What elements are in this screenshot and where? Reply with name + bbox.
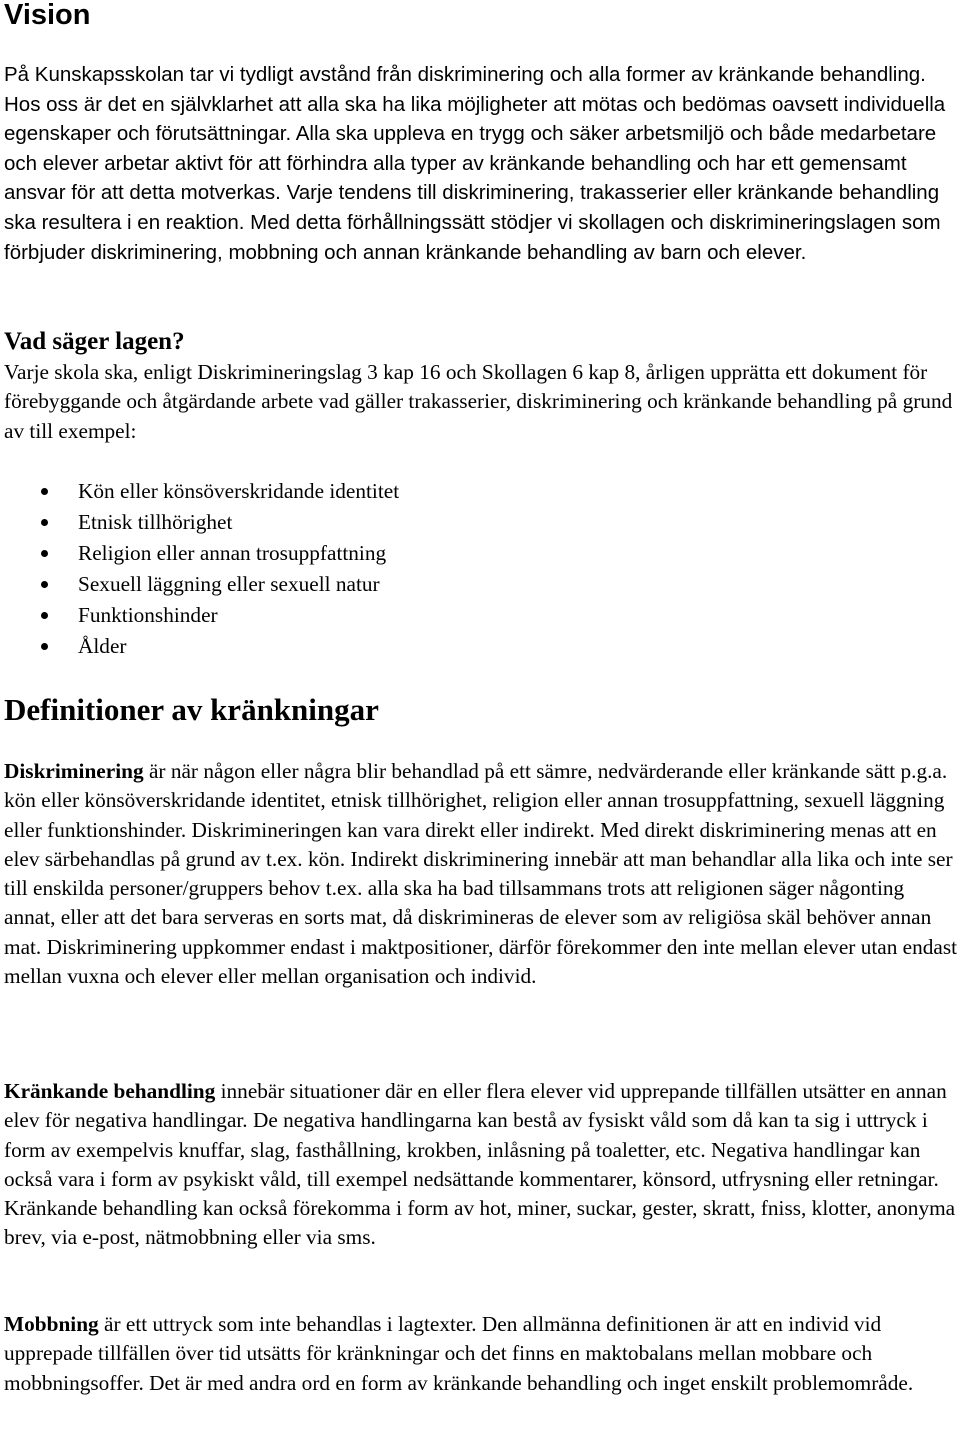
definition-offensive-treatment bbox=[4, 1077, 958, 1253]
definition-text: är när någon eller några blir behandlad på ett sämre, nedvärderande eller kränkande sätt p.g.a. kön eller könsöverskridande identitet, etnisk tillhörighet, religion eller annan trosuppfattning, sexuell läggning eller funktionshinder. Diskrimineringen kan vara direkt eller indirekt. Med direkt diskriminering menas att en elev särbehandlas på grund av t.ex. kön. Indirekt diskriminering innebär att man behandlar alla lika och inte ser till enskilda personer/gruppers behov t.ex. alla ska ha bad tillsammans trots att religionen säger någonting annat, eller att det bara serveras en sorts mat, då diskrimineras de elever som av religiösa skäl behöver annan mat. Diskriminering uppkommer endast i maktpositioner, därför förekommer den inte mellan elever utan endast mellan vuxna och elever eller mellan organisation och individ. bbox=[4, 759, 958, 989]
law-text-part-2: och Skollagen 6 kap 8 bbox=[440, 360, 636, 384]
list-item bbox=[4, 476, 399, 507]
list-item-text: Etnisk tillhörighet bbox=[78, 510, 233, 534]
definition-discrimination bbox=[4, 757, 958, 991]
list-item bbox=[4, 538, 399, 569]
bullet-icon bbox=[41, 519, 48, 526]
list-item-text: Kön eller könsöverskridande identitet bbox=[78, 479, 400, 503]
list-item-text: Religion eller annan trosuppfattning bbox=[78, 541, 387, 565]
law-text-part-1: Varje skola ska, enligt Diskrimineringslag 3 kap 16 bbox=[4, 360, 441, 384]
definition-text: är ett uttryck som inte behandlas i lagtexter. Den allmänna definitionen är att en individ vid upprepade tillfällen över tid utsätts för kränkningar och det finns en maktobalans mellan mobbare och mobbningsoffer. Det är med andra ord en form av kränkande behandling och inget enskilt problemområde. bbox=[4, 1312, 914, 1395]
discrimination-grounds-list bbox=[4, 476, 399, 662]
list-item bbox=[4, 507, 399, 538]
vision-heading: Vision bbox=[4, 0, 91, 31]
definitions-heading: Definitioner av kränkningar bbox=[4, 692, 379, 727]
definition-text: innebär situationer där en eller flera elever vid upprepande tillfällen utsätter en annan elev för negativa handlingar. De negativa handlingarna kan bestå av fysiskt våld som då kan ta sig i uttryck i form av exempelvis knuffar, slag, fasthållning, krokben, inlåsning på toaletter, etc. Negativa handlingar kan också vara i form av psykiskt våld, till exempel nedsättande kommentarer, könsord, utfrysning eller retningar. Kränkande behandling kan också förekomma i form av hot, miner, suckar, gester, skratt, fniss, klotter, anonyma brev, via e-post, nätmobbning eller via sms. bbox=[4, 1079, 956, 1250]
list-item bbox=[4, 600, 399, 631]
list-item-text: Ålder bbox=[78, 634, 127, 658]
list-item-text: Sexuell läggning eller sexuell natur bbox=[78, 572, 380, 596]
bullet-icon bbox=[41, 488, 48, 495]
bullet-icon bbox=[41, 612, 48, 619]
bullet-icon bbox=[41, 581, 48, 588]
definition-bullying bbox=[4, 1310, 958, 1398]
bullet-icon bbox=[41, 550, 48, 557]
law-paragraph bbox=[4, 358, 958, 446]
definition-term: Kränkande behandling bbox=[4, 1079, 216, 1103]
definition-term: Diskriminering bbox=[4, 759, 144, 783]
definition-term: Mobbning bbox=[4, 1312, 99, 1336]
vision-paragraph: På Kunskapsskolan tar vi tydligt avstånd från diskriminering och alla former av kränkande behandling. Hos oss är det en självklarhet att alla ska ha lika möjligheter att mötas och bedömas oavsett individuella egenskaper och förutsättningar. Alla ska uppleva en trygg och säker arbetsmiljö och både medarbetare och elever arbetar aktivt för att förhindra alla typer av kränkande behandling och har ett gemensamt ansvar för att detta motverkas. Varje tendens till diskriminering, trakasserier eller kränkande behandling ska resultera i en reaktion. Med detta förhållningssätt stödjer vi skollagen och diskrimineringslagen som förbjuder diskriminering, mobbning och annan kränkande behandling av barn och elever. bbox=[4, 63, 946, 264]
list-item-text: Funktionshinder bbox=[78, 603, 218, 627]
law-text-part-3: , årligen upprätta ett dokument för förebyggande och åtgärdande arbete vad gäller trakasserier, diskriminering och kränkande behandling på grund av till exempel: bbox=[4, 360, 953, 443]
list-item bbox=[4, 569, 399, 600]
list-item bbox=[4, 631, 399, 662]
law-heading: Vad säger lagen? bbox=[4, 328, 185, 355]
bullet-icon bbox=[41, 643, 48, 650]
